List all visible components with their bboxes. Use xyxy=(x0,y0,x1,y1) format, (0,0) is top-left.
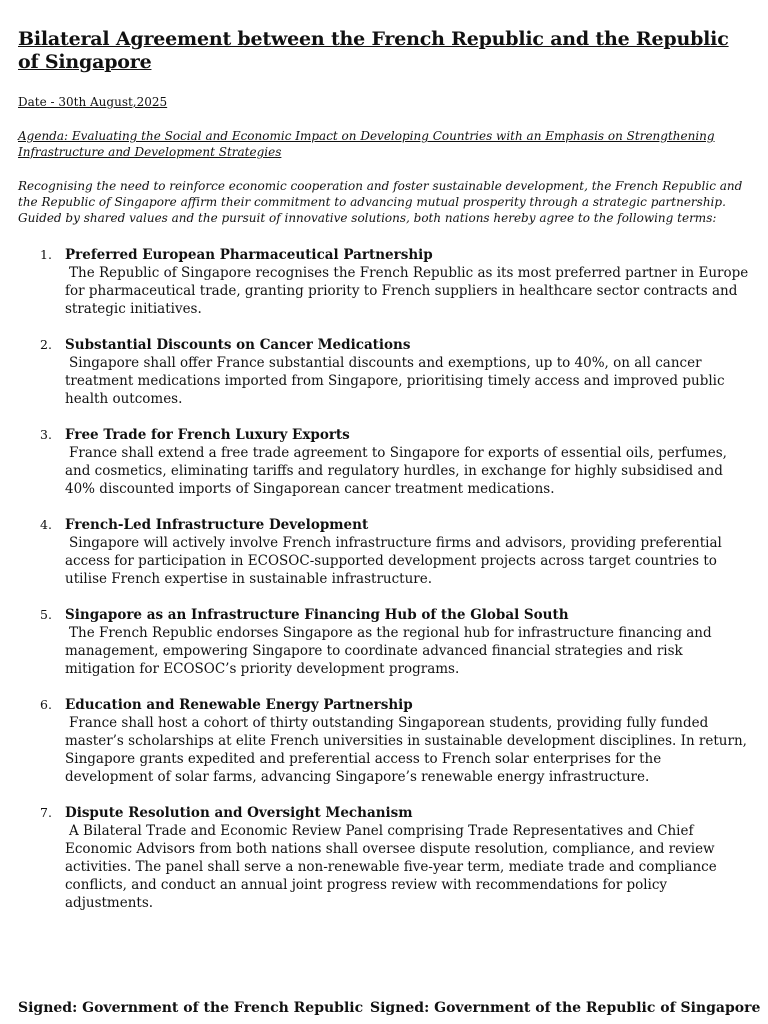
terms-list xyxy=(18,246,752,912)
term-item xyxy=(18,516,752,588)
term-item xyxy=(18,336,752,408)
term-number: 4. xyxy=(40,517,52,532)
signature-france: Signed: Government of the French Republic xyxy=(18,1000,364,1016)
term-heading: Preferred European Pharmaceutical Partnership xyxy=(65,247,433,263)
term-number: 6. xyxy=(40,697,52,712)
term-body: Singapore shall offer France substantial discounts and exemptions, up to 40%, on all cancer treatment medications imported from Singapore, prioritising timely access and improved public health outcomes. xyxy=(65,355,725,407)
term-body: The Republic of Singapore recognises the French Republic as its most preferred partner in Europe for pharmaceutical trade, granting priority to French suppliers in healthcare sector contracts and strategic initiatives. xyxy=(65,265,749,317)
term-item xyxy=(18,606,752,678)
term-heading: Substantial Discounts on Cancer Medications xyxy=(65,337,411,353)
term-number: 1. xyxy=(40,247,52,262)
term-heading: Free Trade for French Luxury Exports xyxy=(65,427,350,443)
term-item xyxy=(18,804,752,912)
term-number: 7. xyxy=(40,805,52,820)
agreement-document xyxy=(18,28,752,930)
term-item xyxy=(18,696,752,786)
document-title: Bilateral Agreement between the French Republic and the Republic of Singapore xyxy=(18,28,729,73)
term-body: France shall host a cohort of thirty outstanding Singaporean students, providing fully funded master’s scholarships at elite French universities in sustainable development disciplines. In return, Singapore grants expedited and preferential access to French solar enterprises for the development of solar farms, advancing Singapore’s renewable energy infrastructure. xyxy=(65,715,747,785)
term-body: Singapore will actively involve French infrastructure firms and advisors, providing preferential access for participation in ECOSOC-supported development projects across target countries to utilise French expertise in sustainable infrastructure. xyxy=(65,535,722,587)
term-heading: Dispute Resolution and Oversight Mechanism xyxy=(65,805,413,821)
term-heading: Education and Renewable Energy Partnership xyxy=(65,697,413,713)
term-number: 3. xyxy=(40,427,52,442)
term-item xyxy=(18,426,752,498)
term-heading: French-Led Infrastructure Development xyxy=(65,517,369,533)
term-item xyxy=(18,246,752,318)
document-date: Date - 30th August,2025 xyxy=(18,95,168,109)
document-preamble: Recognising the need to reinforce economic cooperation and foster sustainable development, the French Republic and the Republic of Singapore affirm their commitment to advancing mutual prosperity through a strategic partnership. Guided by shared values and the pursuit of innovative solutions, both nations hereby agree to the following terms: xyxy=(18,179,743,225)
signature-singapore: Signed: Government of the Republic of Singapore xyxy=(370,1000,761,1016)
term-number: 5. xyxy=(40,607,52,622)
term-heading: Singapore as an Infrastructure Financing Hub of the Global South xyxy=(65,607,569,623)
term-number: 2. xyxy=(40,337,52,352)
document-agenda: Agenda: Evaluating the Social and Economic Impact on Developing Countries with an Emphasis on Strengthening Infrastructure and Development Strategies xyxy=(18,129,715,159)
term-body: A Bilateral Trade and Economic Review Panel comprising Trade Representatives and Chief Economic Advisors from both nations shall oversee dispute resolution, compliance, and review activities. The panel shall serve a non-renewable five-year term, mediate trade and compliance conflicts, and conduct an annual joint progress review with recommendations for policy adjustments. xyxy=(65,823,717,911)
term-body: The French Republic endorses Singapore as the regional hub for infrastructure financing and management, empowering Singapore to coordinate advanced financial strategies and risk mitigation for ECOSOC’s priority development programs. xyxy=(65,625,712,677)
term-body: France shall extend a free trade agreement to Singapore for exports of essential oils, perfumes, and cosmetics, eliminating tariffs and regulatory hurdles, in exchange for highly subsidised and 40% discounted imports of Singaporean cancer treatment medications. xyxy=(65,445,727,497)
